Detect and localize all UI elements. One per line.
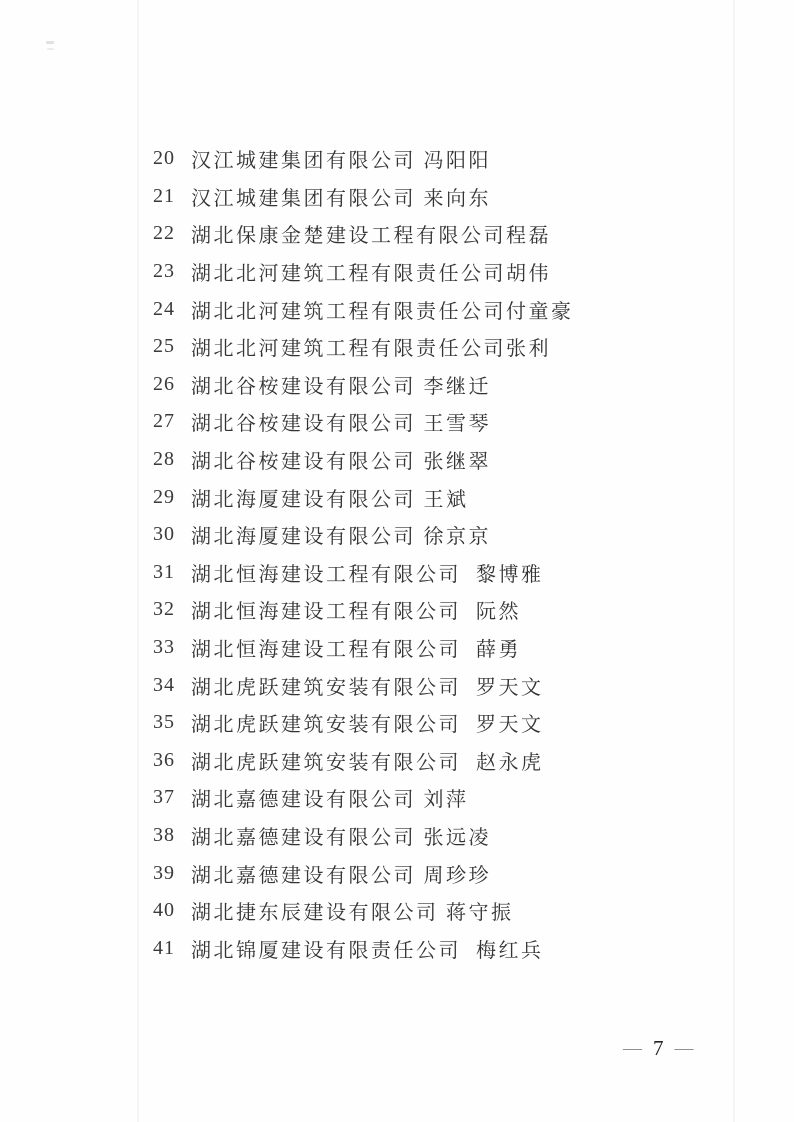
list-item — [153, 892, 673, 930]
list-item-text: 湖北恒海建设工程有限公司 阮然 — [191, 601, 521, 624]
list-item — [153, 441, 673, 479]
list-item-text: 汉江城建集团有限公司 冯阳阳 — [191, 150, 491, 173]
name-list — [153, 140, 673, 967]
list-item-text: 湖北虎跃建筑安装有限公司 罗天文 — [191, 714, 544, 737]
list-item-number: 26 — [153, 372, 175, 395]
list-item-number: 27 — [153, 410, 175, 433]
list-item-text: 湖北虎跃建筑安装有限公司 赵永虎 — [191, 751, 544, 774]
list-item-text: 湖北嘉德建设有限公司 刘萍 — [191, 789, 469, 812]
page-number — [623, 1036, 694, 1061]
list-item — [153, 704, 673, 742]
list-item-text: 湖北锦厦建设有限责任公司 梅红兵 — [191, 939, 544, 962]
list-item-number: 36 — [153, 748, 175, 771]
scan-artifact-line — [733, 0, 735, 1122]
list-item-text: 湖北捷东辰建设有限公司 蒋守振 — [191, 902, 514, 925]
list-item-text: 湖北海厦建设有限公司 徐京京 — [191, 526, 491, 549]
list-item-number: 33 — [153, 636, 175, 659]
list-item-number: 22 — [153, 222, 175, 245]
scan-speck — [47, 48, 54, 50]
list-item-text: 湖北北河建筑工程有限责任公司张利 — [191, 338, 551, 361]
list-item — [153, 516, 673, 554]
list-item-number: 31 — [153, 560, 175, 583]
list-item — [153, 779, 673, 817]
list-item-text: 湖北谷桉建设有限公司 王雪琴 — [191, 413, 491, 436]
list-item — [153, 629, 673, 667]
list-item-text: 湖北恒海建设工程有限公司 薛勇 — [191, 639, 521, 662]
list-item-number: 39 — [153, 861, 175, 884]
list-item — [153, 403, 673, 441]
list-item — [153, 854, 673, 892]
list-item-number: 32 — [153, 598, 175, 621]
list-item-number: 37 — [153, 786, 175, 809]
page-number-value: 7 — [653, 1036, 664, 1060]
list-item-number: 40 — [153, 899, 175, 922]
list-item — [153, 929, 673, 967]
list-item-number: 35 — [153, 711, 175, 734]
list-item-number: 20 — [153, 147, 175, 170]
list-item-text: 湖北谷桉建设有限公司 张继翠 — [191, 451, 491, 474]
scan-artifact-line — [137, 0, 139, 1122]
list-item — [153, 591, 673, 629]
list-item — [153, 140, 673, 178]
list-item-text: 湖北虎跃建筑安装有限公司 罗天文 — [191, 676, 544, 699]
list-item-number: 38 — [153, 823, 175, 846]
list-item — [153, 742, 673, 780]
list-item-text: 湖北谷桉建设有限公司 李继迁 — [191, 375, 491, 398]
list-item-text: 湖北恒海建设工程有限公司 黎博雅 — [191, 563, 544, 586]
list-item-text: 汉江城建集团有限公司 来向东 — [191, 187, 491, 210]
list-item-number: 34 — [153, 673, 175, 696]
list-item — [153, 817, 673, 855]
list-item-number: 25 — [153, 335, 175, 358]
list-item-text: 湖北北河建筑工程有限责任公司胡伟 — [191, 263, 551, 286]
page-number-dash-right: — — [674, 1037, 694, 1059]
list-item-text: 湖北嘉德建设有限公司 周珍珍 — [191, 864, 491, 887]
list-item — [153, 328, 673, 366]
list-item-text: 湖北北河建筑工程有限责任公司付童豪 — [191, 300, 574, 323]
list-item — [153, 666, 673, 704]
list-item-number: 30 — [153, 523, 175, 546]
list-item — [153, 215, 673, 253]
list-item — [153, 554, 673, 592]
list-item-number: 21 — [153, 184, 175, 207]
list-item-number: 24 — [153, 297, 175, 320]
list-item — [153, 253, 673, 291]
list-item-number: 41 — [153, 936, 175, 959]
list-item — [153, 366, 673, 404]
list-item — [153, 178, 673, 216]
list-item — [153, 290, 673, 328]
list-item-text: 湖北海厦建设有限公司 王斌 — [191, 488, 469, 511]
list-item-text: 湖北保康金楚建设工程有限公司程磊 — [191, 225, 551, 248]
list-item — [153, 478, 673, 516]
list-item-number: 23 — [153, 260, 175, 283]
page-number-dash-left: — — [623, 1037, 642, 1059]
list-item-number: 28 — [153, 448, 175, 471]
list-item-text: 湖北嘉德建设有限公司 张远凌 — [191, 826, 491, 849]
list-item-number: 29 — [153, 485, 175, 508]
scan-speck — [46, 41, 54, 44]
